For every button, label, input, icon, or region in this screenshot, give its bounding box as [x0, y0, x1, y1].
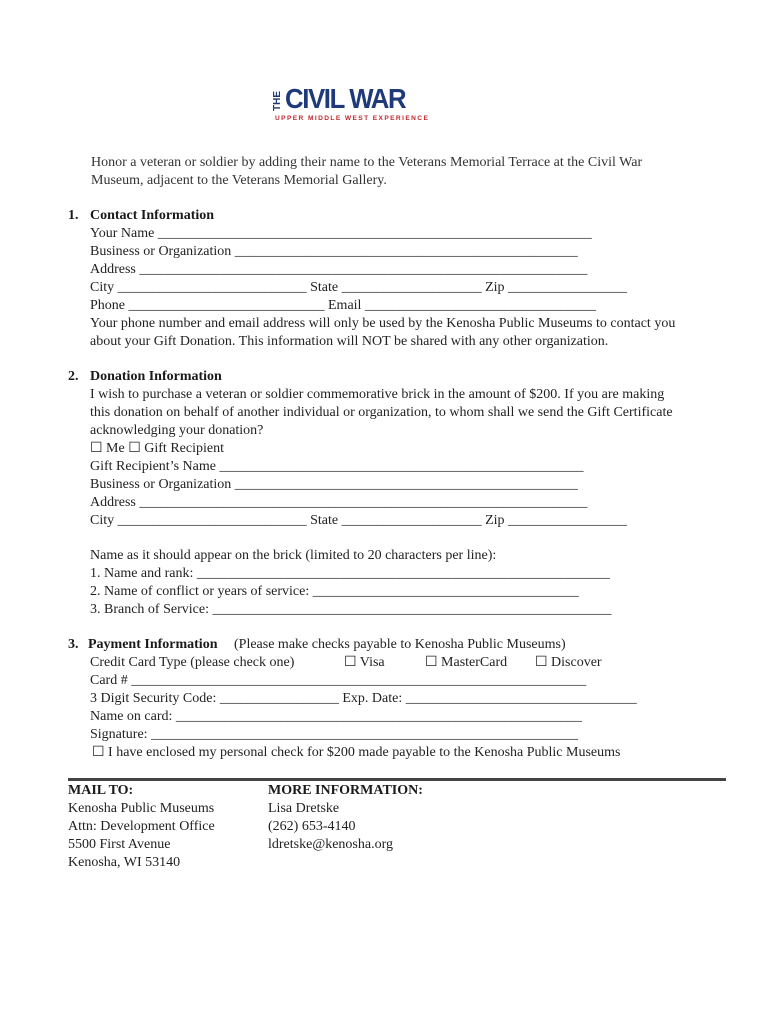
donation-text-3: acknowledging your donation? [90, 423, 264, 438]
logo-the-text: THE [272, 91, 283, 111]
section3-title: Payment Information [88, 637, 218, 652]
card-type-label: Credit Card Type (please check one) [90, 655, 295, 670]
brick-conflict-field[interactable]: 2. Name of conflict or years of service: ______________________________________ [90, 584, 579, 599]
section3-title-note: (Please make checks payable to Kenosha Public Museums) [234, 637, 566, 652]
more-info-line: (262) 653-4140 [268, 819, 356, 834]
civil-war-museum-logo [272, 84, 436, 128]
mail-to-line: 5500 First Avenue [68, 837, 171, 852]
visa-checkbox[interactable]: ☐ Visa [344, 655, 385, 670]
section3-number: 3. [68, 637, 79, 652]
phone-email-field[interactable]: Phone ____________________________ Email _________________________________ [90, 298, 596, 313]
recipient-checkboxes[interactable]: ☐ Me ☐ Gift Recipient [90, 441, 224, 456]
address-field[interactable]: Address ________________________________________________________________ [90, 262, 588, 277]
intro-line-2: Museum, adjacent to the Veterans Memorial Gallery. [91, 173, 387, 188]
security-exp-field[interactable]: 3 Digit Security Code: _________________ Exp. Date: _________________________________ [90, 691, 637, 706]
section2-title: Donation Information [90, 369, 222, 384]
more-info-email-link[interactable]: ldretske@kenosha.org [268, 837, 393, 852]
discover-checkbox[interactable]: ☐ Discover [535, 655, 602, 670]
mastercard-checkbox[interactable]: ☐ MasterCard [425, 655, 508, 670]
privacy-note-2: about your Gift Donation. This information will NOT be shared with any other organization. [90, 334, 609, 349]
mail-to-line: Kenosha, WI 53140 [68, 855, 181, 870]
privacy-note-1: Your phone number and email address will only be used by the Kenosha Public Museums to contact you [90, 316, 676, 331]
more-info-heading: MORE INFORMATION: [268, 783, 423, 798]
city-state-zip-field[interactable]: City ___________________________ State ____________________ Zip _________________ [90, 280, 628, 295]
section1-number: 1. [68, 208, 79, 223]
recipient-business-field[interactable]: Business or Organization _________________________________________________ [90, 477, 578, 492]
mail-to-heading: MAIL TO: [68, 783, 134, 798]
your-name-field[interactable]: Your Name ______________________________________________________________ [90, 226, 592, 241]
gift-recipient-name-field[interactable]: Gift Recipient’s Name ____________________________________________________ [90, 459, 584, 474]
section1-title: Contact Information [90, 208, 215, 223]
intro-line-1: Honor a veteran or soldier by adding their name to the Veterans Memorial Terrace at the Civil War [91, 155, 643, 170]
logo-tagline: UPPER MIDDLE WEST EXPERIENCE [275, 115, 430, 122]
brick-name-rank-field[interactable]: 1. Name and rank: ___________________________________________________________ [90, 566, 610, 581]
brick-intro: Name as it should appear on the brick (limited to 20 characters per line): [90, 548, 497, 563]
personal-check-checkbox[interactable]: ☐ I have enclosed my personal check for $200 made payable to the Kenosha Public Museums [92, 745, 621, 760]
recipient-city-state-zip-field[interactable]: City ___________________________ State ____________________ Zip _________________ [90, 513, 628, 528]
donation-text-1: I wish to purchase a veteran or soldier commemorative brick in the amount of $200. If you are making [90, 387, 665, 402]
logo-main-text: CIVIL WAR [285, 83, 406, 114]
divider-rule [68, 778, 726, 781]
brick-branch-field[interactable]: 3. Branch of Service: _________________________________________________________ [90, 602, 612, 617]
name-on-card-field[interactable]: Name on card: __________________________________________________________ [90, 709, 582, 724]
mail-to-line: Attn: Development Office [68, 819, 215, 834]
card-number-field[interactable]: Card # _________________________________________________________________ [90, 673, 587, 688]
business-field[interactable]: Business or Organization _________________________________________________ [90, 244, 578, 259]
mail-to-line: Kenosha Public Museums [68, 801, 215, 816]
signature-field[interactable]: Signature: _____________________________________________________________ [90, 727, 579, 742]
more-info-line: Lisa Dretske [268, 801, 340, 816]
section2-number: 2. [68, 369, 79, 384]
donation-text-2: this donation on behalf of another individual or organization, to whom shall we send the Gift Certificate [90, 405, 673, 420]
recipient-address-field[interactable]: Address ________________________________________________________________ [90, 495, 588, 510]
